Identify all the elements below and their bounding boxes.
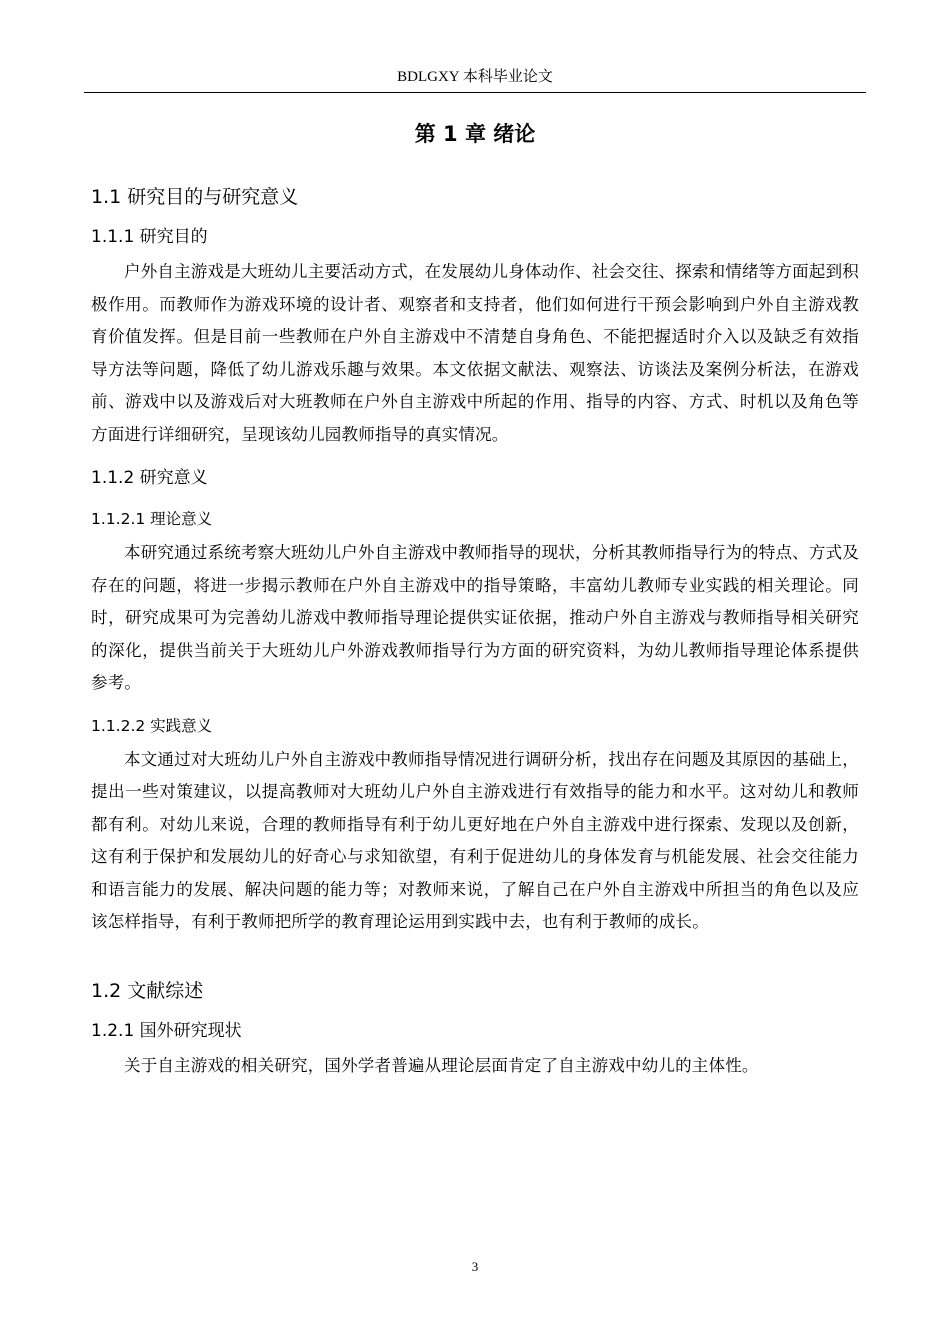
section-heading-1-2-1: 1.2.1 国外研究现状 xyxy=(91,1020,242,1041)
paragraph-foreign-research: 关于自主游戏的相关研究，国外学者普遍从理论层面肯定了自主游戏中幼儿的主体性。 xyxy=(124,1055,759,1075)
section-heading-1-1-2-2: 1.1.2.2 实践意义 xyxy=(91,716,213,735)
chapter-title: 第 1 章 绪论 xyxy=(414,122,536,146)
paragraph-research-purpose: 户外自主游戏是大班幼儿主要活动方式，在发展幼儿身体动作、社会交往、探索和情绪等方面起到积极作用。而教师作为游戏环境的设计者、观察者和支持者，他们如何进行干预会影响到户外自主游戏教育价值发挥。但是目前一些教师在户外自主游戏中不清楚自身角色、不能把握适时介入以及缺乏有效指导方法等问题，降低了幼儿游戏乐趣与效果。本文依据文献法、观察法、访谈法及案例分析法，在游戏前、游戏中以及游戏后对大班教师在户外自主游戏中所起的作用、指导的内容、方式、时机以及角色等方面进行详细研究，呈现该幼儿园教师指导的真实情况。 xyxy=(91,262,859,444)
running-header: BDLGXY 本科毕业论文 xyxy=(84,66,866,93)
page-body xyxy=(91,110,859,1082)
paragraph-theoretical-significance: 本研究通过系统考察大班幼儿户外自主游戏中教师指导的现状，分析其教师指导行为的特点、方式及存在的问题，将进一步揭示教师在户外自主游戏中的指导策略，丰富幼儿教师专业实践的相关理论。同时，研究成果可为完善幼儿游戏中教师指导理论提供实证依据，推动户外自主游戏与教师指导相关研究的深化，提供当前关于大班幼儿户外游戏教师指导行为方面的研究资料，为幼儿教师指导理论体系提供参考。 xyxy=(91,543,859,692)
section-heading-1-1-2-1: 1.1.2.1 理论意义 xyxy=(91,510,213,528)
page-number: 3 xyxy=(471,1259,479,1274)
section-heading-1-2: 1.2 文献综述 xyxy=(91,979,204,1002)
section-heading-1-1-2: 1.1.2 研究意义 xyxy=(91,468,208,488)
section-heading-1-1: 1.1 研究目的与研究意义 xyxy=(91,186,299,208)
paragraph-practical-significance: 本文通过对大班幼儿户外自主游戏中教师指导情况进行调研分析，找出存在问题及其原因的基础上，提出一些对策建议，以提高教师对大班幼儿户外自主游戏进行有效指导的能力和水平。这对幼儿和教师都有利。对幼儿来说，合理的教师指导有利于幼儿更好地在户外自主游戏中进行探索、发现以及创新，这有利于保护和发展幼儿的好奇心与求知欲望，有利于促进幼儿的身体发育与机能发展、社会交往能力和语言能力的发展、解决问题的能力等；对教师来说，了解自己在户外自主游戏中所担当的角色以及应该怎样指导，有利于教师把所学的教育理论运用到实践中去，也有利于教师的成长。 xyxy=(91,749,859,931)
section-heading-1-1-1: 1.1.1 研究目的 xyxy=(91,227,208,247)
